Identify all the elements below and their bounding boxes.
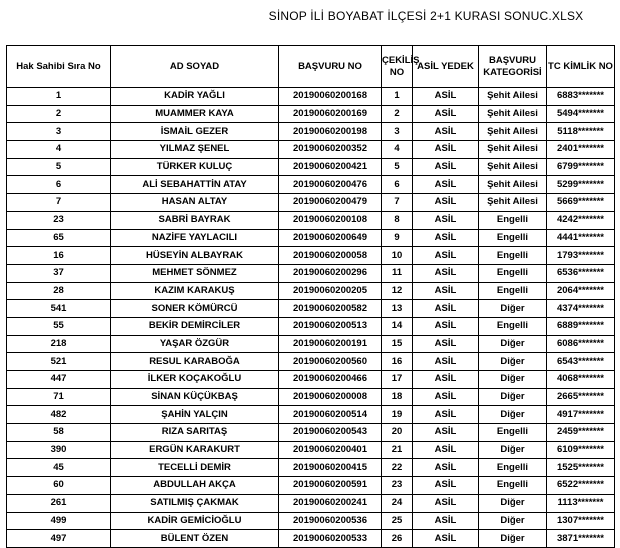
cell-asil-yedek: ASİL	[413, 264, 479, 282]
cell-kategori: Engelli	[479, 317, 547, 335]
table-row	[7, 371, 615, 389]
cell-cekilis-no: 24	[382, 494, 413, 512]
table-row	[7, 88, 615, 106]
table-row	[7, 264, 615, 282]
cell-cekilis-no: 18	[382, 388, 413, 406]
cell-kategori: Engelli	[479, 282, 547, 300]
cell-sira-no: 2	[7, 105, 111, 123]
cell-basvuru-no: 20190060200421	[279, 158, 382, 176]
document-title	[0, 9, 620, 23]
cell-kategori: Diğer	[479, 388, 547, 406]
table-row	[7, 158, 615, 176]
cell-ad-soyad: RIZA SARITAŞ	[111, 424, 279, 442]
table-row	[7, 300, 615, 318]
cell-tc-kimlik-no: 1307*******	[547, 512, 615, 530]
cell-kategori: Şehit Ailesi	[479, 141, 547, 159]
cell-tc-kimlik-no: 5118*******	[547, 123, 615, 141]
table-row	[7, 494, 615, 512]
cell-ad-soyad: SONER KÖMÜRCÜ	[111, 300, 279, 318]
cell-kategori: Diğer	[479, 335, 547, 353]
cell-cekilis-no: 3	[382, 123, 413, 141]
cell-cekilis-no: 23	[382, 477, 413, 495]
cell-basvuru-no: 20190060200514	[279, 406, 382, 424]
cell-tc-kimlik-no: 2401*******	[547, 141, 615, 159]
header-cekilis-no: ÇEKİLİŞ NO	[382, 46, 413, 88]
cell-cekilis-no: 14	[382, 317, 413, 335]
cell-sira-no: 4	[7, 141, 111, 159]
cell-ad-soyad: HASAN ALTAY	[111, 194, 279, 212]
cell-cekilis-no: 21	[382, 441, 413, 459]
cell-ad-soyad: TÜRKER KULUÇ	[111, 158, 279, 176]
cell-cekilis-no: 17	[382, 371, 413, 389]
cell-asil-yedek: ASİL	[413, 229, 479, 247]
cell-cekilis-no: 20	[382, 424, 413, 442]
cell-tc-kimlik-no: 1793*******	[547, 247, 615, 265]
cell-tc-kimlik-no: 6883*******	[547, 88, 615, 106]
table-row	[7, 123, 615, 141]
cell-cekilis-no: 26	[382, 530, 413, 548]
cell-kategori: Engelli	[479, 264, 547, 282]
cell-ad-soyad: BÜLENT ÖZEN	[111, 530, 279, 548]
cell-sira-no: 55	[7, 317, 111, 335]
cell-ad-soyad: BEKİR DEMİRCİLER	[111, 317, 279, 335]
table-row	[7, 406, 615, 424]
cell-sira-no: 28	[7, 282, 111, 300]
cell-ad-soyad: SATILMIŞ ÇAKMAK	[111, 494, 279, 512]
table-row	[7, 282, 615, 300]
cell-sira-no: 1	[7, 88, 111, 106]
cell-basvuru-no: 20190060200415	[279, 459, 382, 477]
header-row	[7, 46, 615, 88]
cell-kategori: Şehit Ailesi	[479, 158, 547, 176]
cell-kategori: Engelli	[479, 229, 547, 247]
cell-basvuru-no: 20190060200352	[279, 141, 382, 159]
cell-ad-soyad: İLKER KOÇAKOĞLU	[111, 371, 279, 389]
cell-asil-yedek: ASİL	[413, 105, 479, 123]
table-row	[7, 317, 615, 335]
table-row	[7, 211, 615, 229]
cell-tc-kimlik-no: 3871*******	[547, 530, 615, 548]
cell-cekilis-no: 7	[382, 194, 413, 212]
cell-sira-no: 45	[7, 459, 111, 477]
cell-kategori: Diğer	[479, 441, 547, 459]
cell-tc-kimlik-no: 6109*******	[547, 441, 615, 459]
cell-ad-soyad: MUAMMER KAYA	[111, 105, 279, 123]
cell-tc-kimlik-no: 6543*******	[547, 353, 615, 371]
cell-tc-kimlik-no: 5299*******	[547, 176, 615, 194]
cell-basvuru-no: 20190060200476	[279, 176, 382, 194]
cell-asil-yedek: ASİL	[413, 176, 479, 194]
cell-tc-kimlik-no: 6799*******	[547, 158, 615, 176]
table-row	[7, 194, 615, 212]
cell-kategori: Engelli	[479, 424, 547, 442]
cell-tc-kimlik-no: 2459*******	[547, 424, 615, 442]
cell-sira-no: 58	[7, 424, 111, 442]
cell-basvuru-no: 20190060200168	[279, 88, 382, 106]
table-row	[7, 512, 615, 530]
cell-kategori: Diğer	[479, 512, 547, 530]
cell-kategori: Engelli	[479, 211, 547, 229]
cell-sira-no: 16	[7, 247, 111, 265]
results-table	[6, 45, 615, 548]
cell-asil-yedek: ASİL	[413, 194, 479, 212]
cell-sira-no: 261	[7, 494, 111, 512]
cell-basvuru-no: 20190060200533	[279, 530, 382, 548]
cell-ad-soyad: HÜSEYİN ALBAYRAK	[111, 247, 279, 265]
cell-sira-no: 521	[7, 353, 111, 371]
cell-kategori: Engelli	[479, 247, 547, 265]
cell-kategori: Diğer	[479, 353, 547, 371]
cell-tc-kimlik-no: 6889*******	[547, 317, 615, 335]
cell-kategori: Diğer	[479, 300, 547, 318]
cell-ad-soyad: MEHMET SÖNMEZ	[111, 264, 279, 282]
cell-sira-no: 60	[7, 477, 111, 495]
table-row	[7, 477, 615, 495]
cell-sira-no: 6	[7, 176, 111, 194]
cell-basvuru-no: 20190060200582	[279, 300, 382, 318]
cell-ad-soyad: ERGÜN KARAKURT	[111, 441, 279, 459]
cell-tc-kimlik-no: 4441*******	[547, 229, 615, 247]
header-hak-sahibi-sira-no: Hak Sahibi Sıra No	[7, 46, 111, 88]
cell-tc-kimlik-no: 1113*******	[547, 494, 615, 512]
cell-cekilis-no: 4	[382, 141, 413, 159]
cell-asil-yedek: ASİL	[413, 459, 479, 477]
cell-asil-yedek: ASİL	[413, 335, 479, 353]
cell-sira-no: 497	[7, 530, 111, 548]
cell-asil-yedek: ASİL	[413, 424, 479, 442]
cell-basvuru-no: 20190060200198	[279, 123, 382, 141]
header-asil-yedek: ASİL YEDEK	[413, 46, 479, 88]
cell-sira-no: 3	[7, 123, 111, 141]
cell-asil-yedek: ASİL	[413, 441, 479, 459]
cell-asil-yedek: ASİL	[413, 88, 479, 106]
cell-basvuru-no: 20190060200466	[279, 371, 382, 389]
cell-cekilis-no: 22	[382, 459, 413, 477]
cell-asil-yedek: ASİL	[413, 512, 479, 530]
cell-tc-kimlik-no: 2064*******	[547, 282, 615, 300]
cell-cekilis-no: 5	[382, 158, 413, 176]
table-row	[7, 441, 615, 459]
table-row	[7, 530, 615, 548]
cell-cekilis-no: 12	[382, 282, 413, 300]
cell-asil-yedek: ASİL	[413, 300, 479, 318]
cell-cekilis-no: 16	[382, 353, 413, 371]
table-row	[7, 229, 615, 247]
cell-cekilis-no: 1	[382, 88, 413, 106]
cell-asil-yedek: ASİL	[413, 477, 479, 495]
cell-cekilis-no: 11	[382, 264, 413, 282]
cell-ad-soyad: ABDULLAH AKÇA	[111, 477, 279, 495]
table-row	[7, 353, 615, 371]
cell-ad-soyad: KADİR YAĞLI	[111, 88, 279, 106]
cell-cekilis-no: 25	[382, 512, 413, 530]
table-row	[7, 141, 615, 159]
cell-ad-soyad: SİNAN KÜÇÜKBAŞ	[111, 388, 279, 406]
cell-sira-no: 65	[7, 229, 111, 247]
cell-kategori: Şehit Ailesi	[479, 176, 547, 194]
cell-basvuru-no: 20190060200513	[279, 317, 382, 335]
cell-sira-no: 499	[7, 512, 111, 530]
cell-asil-yedek: ASİL	[413, 123, 479, 141]
cell-basvuru-no: 20190060200058	[279, 247, 382, 265]
cell-kategori: Şehit Ailesi	[479, 194, 547, 212]
cell-sira-no: 23	[7, 211, 111, 229]
cell-cekilis-no: 15	[382, 335, 413, 353]
cell-tc-kimlik-no: 6086*******	[547, 335, 615, 353]
cell-asil-yedek: ASİL	[413, 494, 479, 512]
cell-basvuru-no: 20190060200543	[279, 424, 382, 442]
table-row	[7, 459, 615, 477]
cell-asil-yedek: ASİL	[413, 406, 479, 424]
table-row	[7, 176, 615, 194]
cell-tc-kimlik-no: 6522*******	[547, 477, 615, 495]
cell-basvuru-no: 20190060200296	[279, 264, 382, 282]
cell-ad-soyad: RESUL KARABOĞA	[111, 353, 279, 371]
cell-asil-yedek: ASİL	[413, 388, 479, 406]
cell-ad-soyad: TECELLİ DEMİR	[111, 459, 279, 477]
cell-tc-kimlik-no: 6536*******	[547, 264, 615, 282]
cell-ad-soyad: İSMAİL GEZER	[111, 123, 279, 141]
cell-tc-kimlik-no: 4242*******	[547, 211, 615, 229]
cell-cekilis-no: 19	[382, 406, 413, 424]
table-row	[7, 388, 615, 406]
cell-sira-no: 482	[7, 406, 111, 424]
cell-cekilis-no: 9	[382, 229, 413, 247]
cell-kategori: Şehit Ailesi	[479, 105, 547, 123]
cell-cekilis-no: 2	[382, 105, 413, 123]
table-row	[7, 105, 615, 123]
cell-sira-no: 7	[7, 194, 111, 212]
header-ad-soyad: AD SOYAD	[111, 46, 279, 88]
cell-cekilis-no: 10	[382, 247, 413, 265]
cell-ad-soyad: ALİ SEBAHATTİN ATAY	[111, 176, 279, 194]
cell-basvuru-no: 20190060200241	[279, 494, 382, 512]
cell-ad-soyad: KAZIM KARAKUŞ	[111, 282, 279, 300]
cell-tc-kimlik-no: 2665*******	[547, 388, 615, 406]
cell-asil-yedek: ASİL	[413, 141, 479, 159]
cell-cekilis-no: 6	[382, 176, 413, 194]
cell-kategori: Engelli	[479, 459, 547, 477]
cell-sira-no: 541	[7, 300, 111, 318]
table-row	[7, 247, 615, 265]
cell-asil-yedek: ASİL	[413, 211, 479, 229]
cell-basvuru-no: 20190060200591	[279, 477, 382, 495]
cell-basvuru-no: 20190060200560	[279, 353, 382, 371]
cell-sira-no: 5	[7, 158, 111, 176]
cell-sira-no: 447	[7, 371, 111, 389]
cell-sira-no: 71	[7, 388, 111, 406]
header-basvuru-no: BAŞVURU NO	[279, 46, 382, 88]
cell-cekilis-no: 8	[382, 211, 413, 229]
cell-basvuru-no: 20190060200205	[279, 282, 382, 300]
document-title-text: SİNOP İLİ BOYABAT İLÇESİ 2+1 KURASI SONUC.XLSX	[268, 9, 584, 23]
cell-tc-kimlik-no: 5669*******	[547, 194, 615, 212]
cell-ad-soyad: NAZİFE YAYLACILI	[111, 229, 279, 247]
cell-tc-kimlik-no: 5494*******	[547, 105, 615, 123]
cell-basvuru-no: 20190060200401	[279, 441, 382, 459]
cell-asil-yedek: ASİL	[413, 353, 479, 371]
cell-basvuru-no: 20190060200479	[279, 194, 382, 212]
table-body	[7, 88, 615, 548]
cell-kategori: Şehit Ailesi	[479, 123, 547, 141]
cell-asil-yedek: ASİL	[413, 371, 479, 389]
cell-kategori: Diğer	[479, 406, 547, 424]
table-row	[7, 335, 615, 353]
cell-ad-soyad: YAŞAR ÖZGÜR	[111, 335, 279, 353]
header-tc-kimlik-no: TC KİMLİK NO	[547, 46, 615, 88]
cell-asil-yedek: ASİL	[413, 317, 479, 335]
cell-basvuru-no: 20190060200191	[279, 335, 382, 353]
header-basvuru-kategorisi: BAŞVURU KATEGORİSİ	[479, 46, 547, 88]
cell-kategori: Diğer	[479, 530, 547, 548]
cell-asil-yedek: ASİL	[413, 158, 479, 176]
cell-sira-no: 37	[7, 264, 111, 282]
cell-kategori: Engelli	[479, 477, 547, 495]
cell-tc-kimlik-no: 4917*******	[547, 406, 615, 424]
cell-sira-no: 390	[7, 441, 111, 459]
cell-kategori: Diğer	[479, 494, 547, 512]
table-row	[7, 424, 615, 442]
cell-cekilis-no: 13	[382, 300, 413, 318]
cell-ad-soyad: ŞAHİN YALÇIN	[111, 406, 279, 424]
cell-asil-yedek: ASİL	[413, 282, 479, 300]
cell-basvuru-no: 20190060200169	[279, 105, 382, 123]
cell-basvuru-no: 20190060200536	[279, 512, 382, 530]
cell-asil-yedek: ASİL	[413, 247, 479, 265]
cell-ad-soyad: YILMAZ ŞENEL	[111, 141, 279, 159]
cell-tc-kimlik-no: 4374*******	[547, 300, 615, 318]
cell-sira-no: 218	[7, 335, 111, 353]
cell-kategori: Şehit Ailesi	[479, 88, 547, 106]
cell-kategori: Diğer	[479, 371, 547, 389]
cell-basvuru-no: 20190060200108	[279, 211, 382, 229]
cell-basvuru-no: 20190060200008	[279, 388, 382, 406]
cell-ad-soyad: KADİR GEMİCİOĞLU	[111, 512, 279, 530]
cell-asil-yedek: ASİL	[413, 530, 479, 548]
cell-tc-kimlik-no: 1525*******	[547, 459, 615, 477]
cell-ad-soyad: SABRİ BAYRAK	[111, 211, 279, 229]
cell-basvuru-no: 20190060200649	[279, 229, 382, 247]
cell-tc-kimlik-no: 4068*******	[547, 371, 615, 389]
